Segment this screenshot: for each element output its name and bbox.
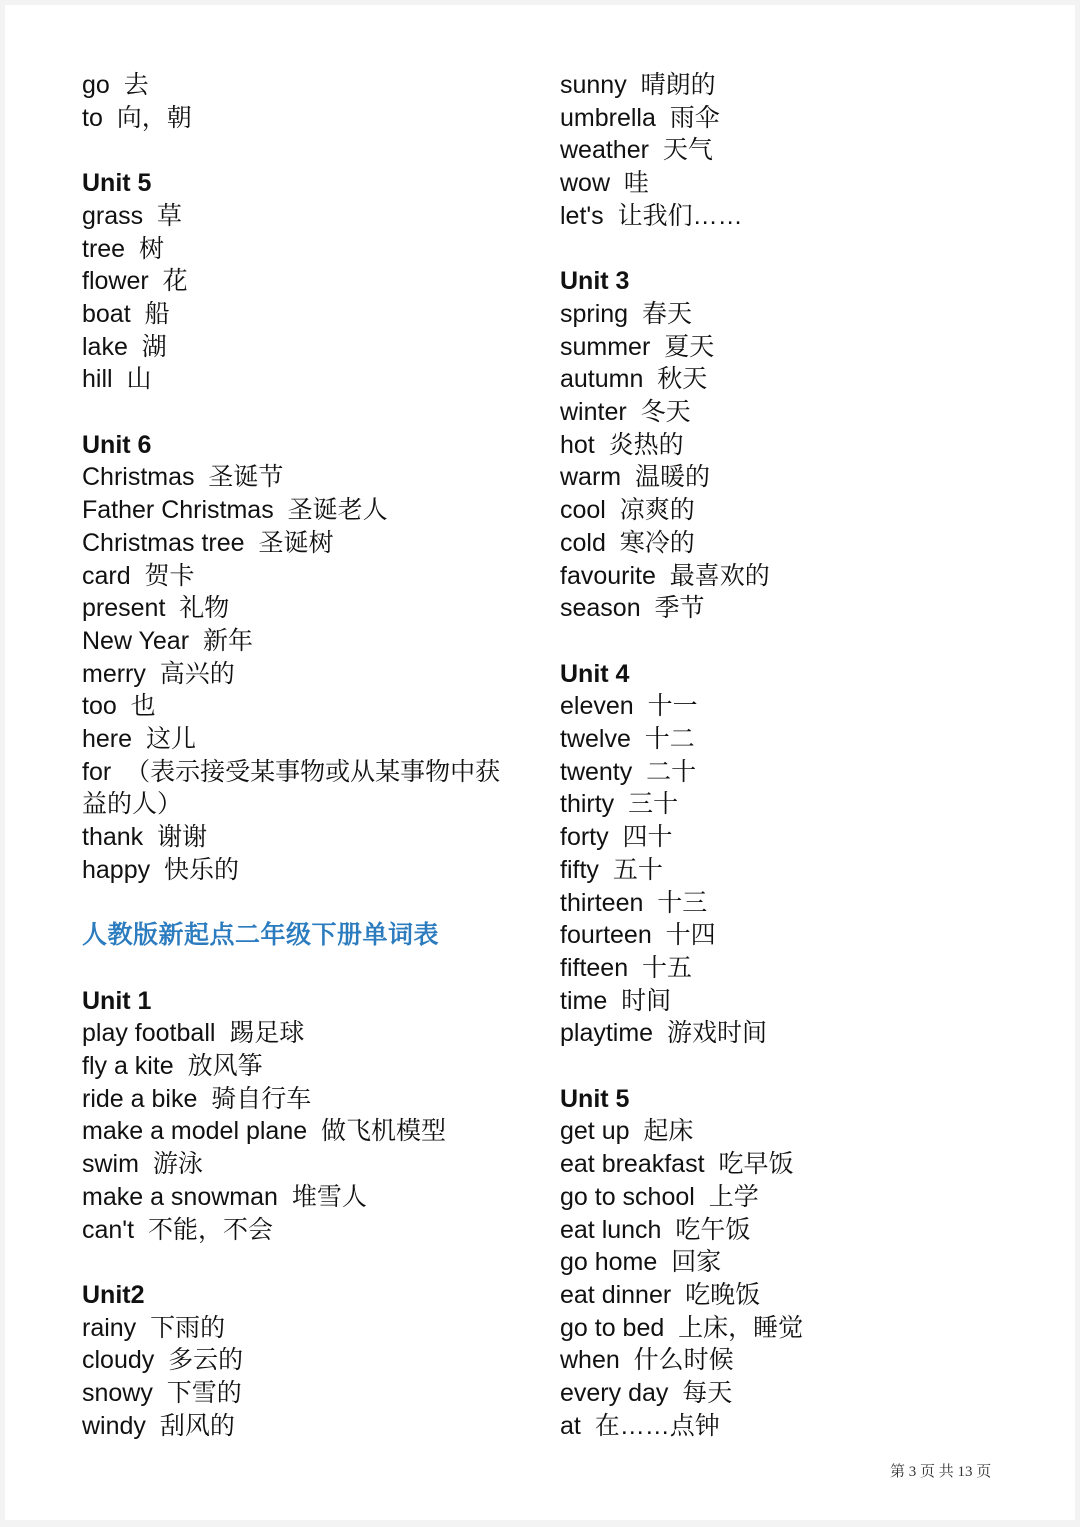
vocab-entry [560, 854, 1000, 887]
chinese-meaning: 礼物 [179, 594, 230, 623]
english-word: here [82, 725, 133, 754]
left-column [82, 69, 522, 1442]
chinese-meaning: 春天 [642, 299, 693, 328]
vocab-entry [82, 658, 522, 691]
vocab-entry [560, 1148, 1000, 1181]
chinese-meaning: 十五 [642, 953, 693, 982]
vocab-entry [560, 1279, 1000, 1312]
spacer [82, 396, 522, 429]
vocab-entry [560, 1377, 1000, 1410]
unit-heading: Unit 1 [82, 986, 152, 1015]
vocab-entry [560, 1344, 1000, 1377]
english-word: swim [82, 1150, 139, 1179]
chinese-meaning: 每天 [682, 1379, 733, 1408]
document-page [5, 5, 1075, 1520]
chinese-meaning: 时间 [621, 986, 672, 1015]
english-word: too [82, 692, 117, 721]
english-word: ride a bike [82, 1084, 198, 1113]
vocab-entry [560, 200, 1000, 233]
vocab-entry [82, 854, 522, 887]
unit-heading: Unit 4 [560, 659, 630, 688]
chinese-meaning: 骑自行车 [211, 1084, 312, 1113]
vocab-entry [82, 821, 522, 854]
chinese-meaning: 哇 [623, 169, 649, 198]
english-word: forty [560, 823, 609, 852]
english-word: can't [82, 1215, 135, 1244]
english-word: at [560, 1411, 581, 1440]
vocab-entry [82, 102, 522, 135]
vocab-entry [560, 1181, 1000, 1214]
vocab-entry [82, 560, 522, 593]
english-word: twelve [560, 725, 631, 754]
vocab-entry [82, 1050, 522, 1083]
english-word: summer [560, 332, 651, 361]
spacer [560, 625, 1000, 658]
chinese-meaning: 起床 [643, 1117, 694, 1146]
chinese-meaning: 湖 [141, 332, 167, 361]
chinese-meaning: 雨伞 [669, 103, 720, 132]
english-word: weather [560, 136, 649, 165]
chinese-meaning: 也 [130, 692, 156, 721]
chinese-meaning: 吃晚饭 [685, 1280, 761, 1309]
section-title: 人教版新起点二年级下册单词表 [82, 921, 440, 950]
chinese-meaning: 十四 [665, 921, 716, 950]
spacer [560, 1050, 1000, 1083]
chinese-meaning: 做飞机模型 [321, 1117, 447, 1146]
english-word: when [560, 1346, 620, 1375]
vocab-entry [560, 1246, 1000, 1279]
chinese-meaning: 五十 [612, 855, 663, 884]
chinese-meaning: 新年 [202, 626, 253, 655]
vocab-entry [560, 592, 1000, 625]
chinese-meaning: 上床，睡觉 [678, 1313, 804, 1342]
chinese-meaning: 十三 [657, 888, 708, 917]
vocab-entry [560, 363, 1000, 396]
english-word: tree [82, 234, 126, 263]
english-word: card [82, 561, 131, 590]
chinese-meaning: 谢谢 [157, 823, 208, 852]
chinese-meaning: 游泳 [152, 1150, 203, 1179]
english-word: every day [560, 1379, 669, 1408]
english-word: eat breakfast [560, 1150, 705, 1179]
english-word: rainy [82, 1313, 137, 1342]
spacer [82, 1246, 522, 1279]
vocab-entry [560, 1115, 1000, 1148]
english-word: winter [560, 398, 627, 427]
unit-heading: Unit 3 [560, 267, 630, 296]
vocab-entry [82, 69, 522, 102]
vocab-entry [82, 625, 522, 658]
english-word: fourteen [560, 921, 652, 950]
vocab-entry [560, 494, 1000, 527]
vocab-entry [560, 952, 1000, 985]
english-word: go to bed [560, 1313, 665, 1342]
vocab-entry [560, 723, 1000, 756]
chinese-meaning: 天气 [662, 136, 713, 165]
chinese-meaning: 向，朝 [116, 103, 192, 132]
english-word: to [82, 103, 103, 132]
english-word: make a snowman [82, 1182, 278, 1211]
vocab-entry [82, 233, 522, 266]
english-word: go home [560, 1248, 658, 1277]
english-word: time [560, 986, 608, 1015]
chinese-meaning: 凉爽的 [619, 496, 695, 525]
english-word: New Year [82, 626, 190, 655]
vocab-entry [560, 788, 1000, 821]
right-column [560, 69, 1000, 1442]
chinese-meaning: 游戏时间 [667, 1019, 768, 1048]
unit-heading: Unit 6 [82, 430, 152, 459]
chinese-meaning: 圣诞老人 [287, 496, 388, 525]
vocab-entry [82, 1214, 522, 1247]
english-word: merry [82, 659, 146, 688]
vocab-entry [560, 821, 1000, 854]
vocab-entry [82, 1017, 522, 1050]
spacer [560, 233, 1000, 266]
chinese-meaning: 放风筝 [187, 1052, 263, 1081]
vocab-entry [560, 527, 1000, 560]
vocab-entry [560, 985, 1000, 1018]
unit-heading: Unit2 [82, 1280, 145, 1309]
vocab-entry [560, 461, 1000, 494]
english-word: snowy [82, 1379, 153, 1408]
vocab-entry [82, 592, 522, 625]
vocab-entry [82, 494, 522, 527]
spacer [82, 887, 522, 920]
english-word: cloudy [82, 1346, 155, 1375]
chinese-meaning: 草 [157, 201, 183, 230]
chinese-meaning: 多云的 [168, 1346, 244, 1375]
vocab-entry [560, 396, 1000, 429]
chinese-meaning: 最喜欢的 [669, 561, 770, 590]
vocab-entry [82, 723, 522, 756]
chinese-meaning: 十一 [647, 692, 698, 721]
english-word: play football [82, 1019, 216, 1048]
vocab-entry [82, 1181, 522, 1214]
vocab-entry [560, 331, 1000, 364]
vocab-entry [82, 690, 522, 723]
english-word: thirty [560, 790, 615, 819]
chinese-meaning: 下雨的 [150, 1313, 226, 1342]
english-word: autumn [560, 365, 644, 394]
english-word: thirteen [560, 888, 644, 917]
english-word: cold [560, 528, 606, 557]
english-word: boat [82, 299, 131, 328]
vocab-entry [82, 1148, 522, 1181]
english-word: cool [560, 496, 606, 525]
vocab-entry [560, 298, 1000, 331]
chinese-meaning: 圣诞树 [258, 528, 334, 557]
vocab-entry [560, 1312, 1000, 1345]
chinese-meaning: 圣诞节 [208, 463, 284, 492]
vocab-entry [82, 363, 522, 396]
english-word: fly a kite [82, 1052, 174, 1081]
english-word: thank [82, 823, 144, 852]
page-footer: 第 3 页 共 13 页 [890, 1464, 992, 1480]
chinese-meaning: 吃午饭 [675, 1215, 751, 1244]
vocab-entry [82, 1083, 522, 1116]
vocab-entry [82, 331, 522, 364]
english-word: eat dinner [560, 1280, 672, 1309]
chinese-meaning: 上学 [708, 1182, 759, 1211]
vocab-entry [560, 134, 1000, 167]
english-word: warm [560, 463, 622, 492]
vocab-entry [82, 1115, 522, 1148]
chinese-meaning: 下雪的 [166, 1379, 242, 1408]
unit-heading: Unit 5 [82, 169, 152, 198]
chinese-meaning: 冬天 [640, 398, 691, 427]
english-word: spring [560, 299, 629, 328]
english-word: windy [82, 1411, 146, 1440]
vocab-entry [560, 69, 1000, 102]
spacer [82, 952, 522, 985]
english-word: season [560, 594, 641, 623]
chinese-meaning: 寒冷的 [619, 528, 695, 557]
english-word: fifteen [560, 953, 629, 982]
chinese-meaning: 船 [144, 299, 170, 328]
vocab-entry [560, 1214, 1000, 1247]
english-word: Christmas [82, 463, 195, 492]
chinese-meaning: 在……点钟 [594, 1411, 720, 1440]
english-word: go to school [560, 1182, 695, 1211]
chinese-meaning: 山 [126, 365, 152, 394]
chinese-meaning: 树 [139, 234, 165, 263]
chinese-meaning: 让我们…… [617, 201, 743, 230]
vocab-entry [560, 560, 1000, 593]
chinese-meaning: 十二 [644, 725, 695, 754]
vocab-entry [560, 756, 1000, 789]
english-word: happy [82, 855, 151, 884]
chinese-meaning: 快乐的 [164, 855, 240, 884]
spacer [82, 134, 522, 167]
vocab-entry [82, 461, 522, 494]
english-word: make a model plane [82, 1117, 308, 1146]
chinese-meaning: 回家 [671, 1248, 722, 1277]
english-word: flower [82, 267, 149, 296]
english-word: hot [560, 430, 595, 459]
english-word: let's [560, 201, 604, 230]
vocab-entry [82, 265, 522, 298]
chinese-meaning: 贺卡 [144, 561, 195, 590]
english-word: eleven [560, 692, 634, 721]
vocab-entry [560, 1017, 1000, 1050]
vocab-entry [560, 919, 1000, 952]
vocab-entry [82, 298, 522, 331]
chinese-meaning: 高兴的 [159, 659, 235, 688]
english-word: Father Christmas [82, 496, 274, 525]
vocab-entry [82, 1377, 522, 1410]
chinese-meaning: 吃早饭 [718, 1150, 794, 1179]
english-word: twenty [560, 757, 633, 786]
english-word: for [82, 757, 112, 786]
vocab-entry [560, 102, 1000, 135]
vocab-entry [82, 1312, 522, 1345]
english-word: wow [560, 169, 611, 198]
chinese-meaning: （表示接受某事物或从某事物中获益的人） [82, 757, 501, 819]
english-word: present [82, 594, 166, 623]
english-word: favourite [560, 561, 656, 590]
chinese-meaning: 踢足球 [229, 1019, 305, 1048]
vocab-entry [82, 527, 522, 560]
english-word: playtime [560, 1019, 654, 1048]
vocab-entry [560, 690, 1000, 723]
chinese-meaning: 什么时候 [633, 1346, 734, 1375]
chinese-meaning: 晴朗的 [640, 71, 716, 99]
vocab-entry [82, 1344, 522, 1377]
english-word: hill [82, 365, 113, 394]
vocab-entry [82, 200, 522, 233]
vocab-entry [560, 887, 1000, 920]
english-word: fifty [560, 855, 599, 884]
chinese-meaning: 三十 [628, 790, 679, 819]
chinese-meaning: 秋天 [657, 365, 708, 394]
chinese-meaning: 温暖的 [635, 463, 711, 492]
chinese-meaning: 炎热的 [608, 430, 684, 459]
vocab-entry [560, 1410, 1000, 1443]
chinese-meaning: 花 [162, 267, 188, 296]
chinese-meaning: 二十 [646, 757, 697, 786]
english-word: get up [560, 1117, 630, 1146]
unit-heading: Unit 5 [560, 1084, 630, 1113]
chinese-meaning: 去 [123, 71, 149, 99]
chinese-meaning: 这儿 [145, 725, 196, 754]
vocab-entry [82, 756, 522, 821]
english-word: grass [82, 201, 144, 230]
english-word: eat lunch [560, 1215, 662, 1244]
chinese-meaning: 季节 [654, 594, 705, 623]
english-word: Christmas tree [82, 528, 245, 557]
chinese-meaning: 堆雪人 [291, 1182, 367, 1211]
english-word: go [82, 71, 110, 99]
vocab-entry [560, 429, 1000, 462]
vocab-entry [82, 1410, 522, 1443]
english-word: lake [82, 332, 128, 361]
english-word: umbrella [560, 103, 656, 132]
vocab-entry [560, 167, 1000, 200]
english-word: sunny [560, 71, 627, 99]
chinese-meaning: 刮风的 [159, 1411, 235, 1440]
chinese-meaning: 夏天 [664, 332, 715, 361]
chinese-meaning: 不能，不会 [147, 1215, 273, 1244]
chinese-meaning: 四十 [622, 823, 673, 852]
